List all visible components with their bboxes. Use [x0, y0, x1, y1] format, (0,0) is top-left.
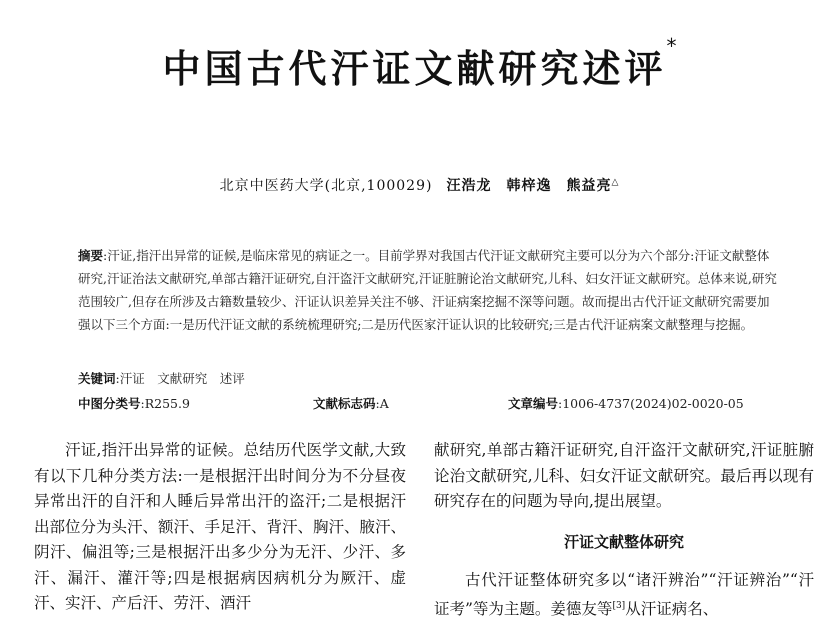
- author-names: 汪浩龙 韩梓逸 熊益亮: [446, 178, 612, 194]
- title-text: 中国古代汗证文献研究述评: [162, 47, 667, 91]
- paragraph-text-continued: 从汗证病名、: [625, 599, 719, 618]
- keywords-label: 关键词: [78, 371, 116, 386]
- keywords-text: :汗证 文献研究 述评: [115, 371, 245, 386]
- body-column-right: [434, 438, 814, 622]
- clc-value: :R255.9: [140, 396, 190, 411]
- body-paragraph-continued: 献研究,单部古籍汗证研究,自汗盗汗文献研究,汗证脏腑论治文献研究,儿科、妇女汗证文献研究。最后再以现有研究存在的问题为导向,提出展望。: [434, 441, 814, 510]
- clc-number: [78, 394, 190, 412]
- body-paragraph: 汗证,指汗出异常的证候。总结历代医学文献,大致有以下几种分类方法:一是根据汗出时间分为不分昼夜异常出汗的自汗和人睡后异常出汗的盗汗;二是根据汗出部位分为头汗、额汗、手足汗、背汗、胸汗、腋汗、阴汗、偏沮等;三是根据汗出多少分为无汗、少汗、多汗、漏汗、灌汗等;四是根据病因病机分为厥汗、虚汗、实汗、产后汗、劳汗、酒汗: [34, 441, 407, 612]
- title-footnote-mark: *: [666, 34, 677, 58]
- body-column-left: [34, 438, 406, 617]
- document-code-value: :A: [375, 396, 389, 411]
- body-paragraph: [434, 568, 814, 622]
- keywords: [78, 369, 245, 387]
- author-line: [0, 175, 839, 195]
- article-number-value: :1006-4737(2024)02-0020-05: [558, 396, 744, 411]
- affiliation: 北京中医药大学(北京,100029): [219, 178, 433, 194]
- citation-reference: [3]: [612, 600, 626, 611]
- article-number: [508, 394, 744, 412]
- document-code-label: 文献标志码: [313, 396, 376, 411]
- abstract-text: :汗证,指汗出异常的证候,是临床常见的病证之一。目前学界对我国古代汗证文献研究主要可以分为六个部分:汗证文献整体研究,汗证治法文献研究,单部古籍汗证研究,自汗盗汗文献研究,汗证脏腑论治文献研究,儿科、妇女汗证文献研究。总体来说,研究范围较广,但存在所涉及古籍数量较少、汗证认识差异关注不够、汗证病案挖掘不深等问题。故而提出古代汗证文献研究需要加强以下三个方面:一是历代汗证文献的系统梳理研究;二是历代医家汗证认识的比较研究;三是古代汗证病案文献整理与挖掘。: [78, 248, 777, 332]
- abstract: [78, 244, 778, 336]
- document-code: [313, 394, 389, 412]
- abstract-label: 摘要: [78, 248, 104, 263]
- corresponding-author-mark: △: [611, 177, 620, 188]
- article-number-label: 文章编号: [508, 396, 559, 411]
- paper-title: [0, 34, 839, 93]
- clc-label: 中图分类号: [78, 396, 141, 411]
- section-heading: 汗证文献整体研究: [563, 532, 684, 551]
- paragraph-text: 古代汗证整体研究多以“诸汗辨治”“汗证辨治”“汗证考”等为主题。姜德友等: [434, 571, 814, 618]
